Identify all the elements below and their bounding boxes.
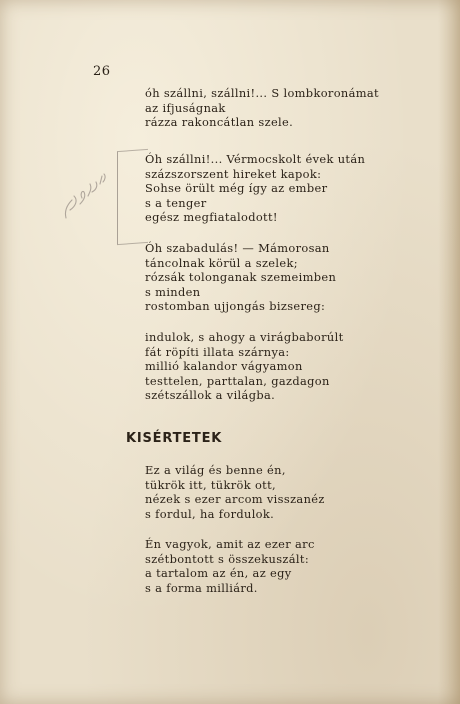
- poem-line: Sohse örült még így az ember: [145, 181, 328, 196]
- poem-line: százszorszent hireket kapok:: [145, 166, 322, 181]
- poem-line: fát röpíti illata szárnya:: [145, 344, 290, 359]
- poem-line: s minden: [145, 284, 201, 299]
- poem-line: rázza rakoncátlan szele.: [145, 115, 294, 130]
- poem-line: szétbontott s összekuszált:: [145, 551, 310, 566]
- poem-line: s a forma milliárd.: [145, 580, 258, 595]
- paper-edge-stain: [438, 0, 460, 704]
- poem-line: Ez a világ és benne én,: [145, 463, 286, 477]
- poem-line: Én vagyok, amit az ezer arc: [145, 537, 315, 551]
- stanza-2: [145, 152, 365, 225]
- poem-line: az ifjuságnak: [145, 100, 226, 115]
- poem-line: a tartalom az én, az egy: [145, 566, 292, 581]
- stanza-4: [145, 330, 344, 403]
- poem-line: nézek s ezer arcom visszanéz: [145, 492, 325, 507]
- pencil-handwritten-note: [56, 170, 116, 230]
- poem-line: testtelen, parttalan, gazdagon: [145, 373, 330, 388]
- stanza-5: [145, 463, 325, 521]
- poem-line: rostomban ujjongás bizsereg:: [145, 299, 326, 314]
- stanza-6: [145, 537, 315, 595]
- poem-line: táncolnak körül a szelek;: [145, 255, 298, 270]
- poem-line: óh szállni, szállni!... S lombkoronámat: [145, 86, 379, 100]
- poem-line: s fordul, ha fordulok.: [145, 506, 275, 521]
- page-number: 26: [93, 64, 111, 79]
- poem-line: s a tenger: [145, 195, 207, 210]
- poem-line: millió kalandor vágyamon: [145, 359, 303, 374]
- poem-line: egész megfiatalodott!: [145, 210, 278, 225]
- poem-line: rózsák tolonganak szemeimben: [145, 270, 337, 285]
- poem-title: KISÉRTETEK: [126, 431, 223, 446]
- poem-line: tükrök itt, tükrök ott,: [145, 477, 277, 492]
- stanza-3: [145, 241, 336, 314]
- poem-line: Óh szállni!... Vérmocskolt évek után: [145, 152, 366, 166]
- pencil-bracket-mark: [117, 149, 148, 245]
- poem-line: szétszállok a világba.: [145, 388, 276, 403]
- poem-line: Óh szabadulás! — Mámorosan: [145, 241, 330, 255]
- stanza-1: [145, 86, 379, 130]
- poem-line: indulok, s ahogy a virágbaborúlt: [145, 330, 344, 344]
